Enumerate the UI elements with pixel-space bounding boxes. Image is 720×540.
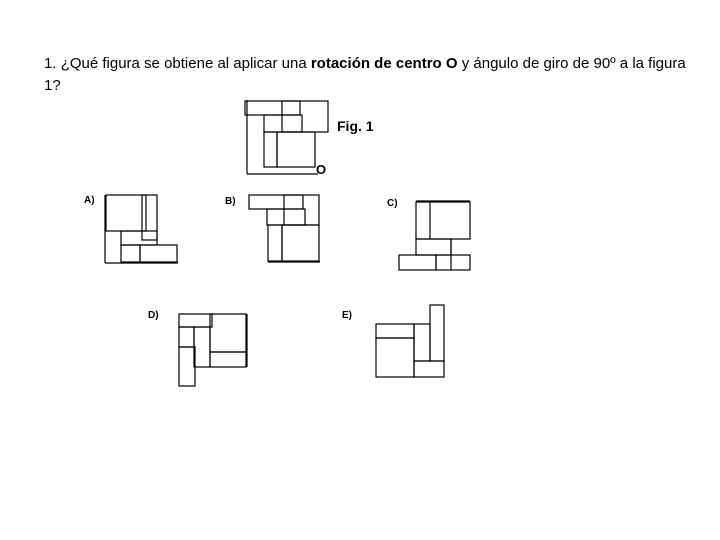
figure-1-label: Fig. 1 <box>337 118 374 134</box>
option-a-label: A) <box>84 195 95 206</box>
option-b-label: B) <box>225 196 236 207</box>
option-d-label: D) <box>148 310 159 321</box>
question-number: 1. <box>44 55 57 72</box>
question-text <box>44 53 704 97</box>
question-text-bold: rotación de centro O <box>310 55 458 72</box>
option-b-drawing[interactable] <box>248 194 328 266</box>
option-e-label: E) <box>342 310 352 321</box>
option-a-drawing[interactable] <box>104 194 184 266</box>
option-d-drawing[interactable] <box>178 313 258 393</box>
option-e-drawing[interactable] <box>374 303 454 383</box>
option-c-drawing[interactable] <box>397 200 477 274</box>
question-text-before: ¿Qué figura se obtiene al aplicar una <box>60 55 307 72</box>
question-text-after: y ángulo de giro de 90º a la figura 1? <box>44 55 686 94</box>
option-c-label: C) <box>387 198 398 209</box>
rotation-center-label: O <box>316 162 327 177</box>
